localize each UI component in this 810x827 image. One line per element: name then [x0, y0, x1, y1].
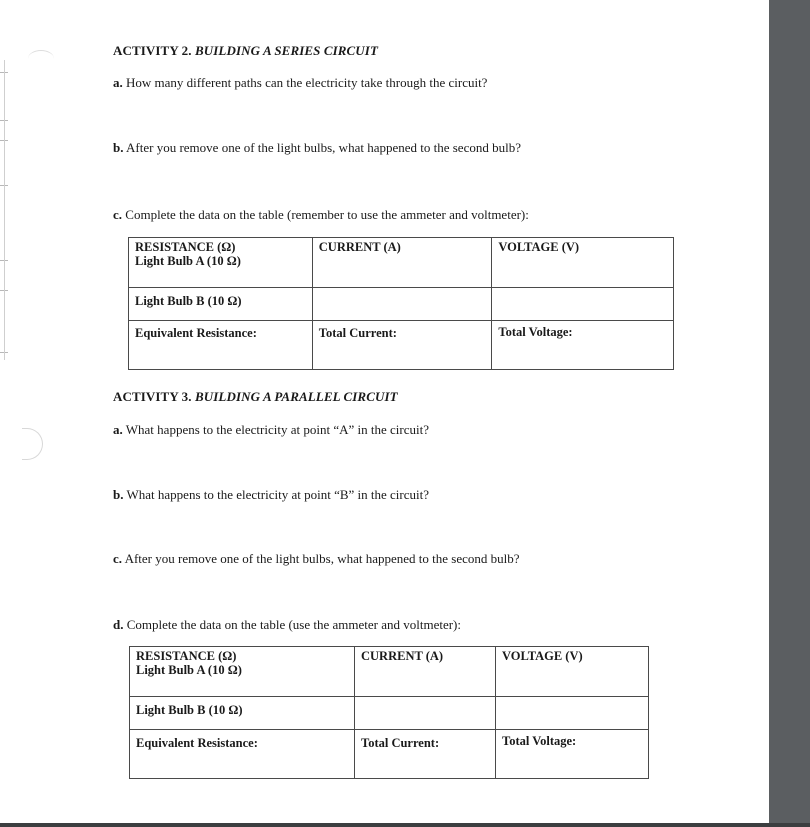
margin-line	[4, 60, 5, 360]
table-cell	[312, 238, 492, 288]
table-row	[129, 238, 674, 288]
activity3-question-c	[113, 551, 520, 567]
question-text: What happens to the electricity at point “B” in the circuit?	[126, 487, 429, 502]
question-text: Complete the data on the table (remember to use the ammeter and voltmeter):	[125, 207, 529, 222]
question-letter: a.	[113, 75, 123, 90]
activity2-question-a	[113, 75, 487, 91]
table-row	[130, 697, 649, 730]
table-cell	[496, 647, 649, 697]
question-letter: b.	[113, 140, 124, 155]
table-cell	[129, 238, 313, 288]
viewer-bottom-edge	[0, 823, 810, 827]
table-cell-current-b	[312, 288, 492, 321]
question-letter: d.	[113, 617, 124, 632]
question-letter: b.	[113, 487, 124, 502]
question-letter: c.	[113, 551, 123, 566]
row-label-bulb-b: Light Bulb B (10 Ω)	[129, 288, 313, 321]
column-header-resistance: RESISTANCE (Ω)	[135, 240, 236, 254]
row-label-bulb-b: Light Bulb B (10 Ω)	[130, 697, 355, 730]
table-cell	[130, 647, 355, 697]
question-letter: c.	[113, 207, 123, 222]
column-header-resistance: RESISTANCE (Ω)	[136, 649, 237, 663]
activity2-heading	[113, 43, 378, 59]
activity3-question-d	[113, 617, 461, 633]
scan-arc-mark	[28, 50, 54, 67]
question-text: After you remove one of the light bulbs, what happened to the second bulb?	[126, 140, 521, 155]
equivalent-resistance-label: Equivalent Resistance:	[130, 730, 355, 779]
question-text: After you remove one of the light bulbs, what happened to the second bulb?	[124, 551, 520, 566]
activity3-number: ACTIVITY 3.	[113, 389, 192, 404]
table-cell-current-b	[355, 697, 496, 730]
total-voltage-label: Total Voltage:	[492, 321, 674, 370]
activity2-title: BUILDING A SERIES CIRCUIT	[195, 43, 378, 58]
table-row	[129, 288, 674, 321]
question-text: How many different paths can the electricity take through the circuit?	[126, 75, 488, 90]
activity3-title: BUILDING A PARALLEL CIRCUIT	[195, 389, 398, 404]
row-label-bulb-a: Light Bulb A (10 Ω)	[136, 663, 242, 677]
table-row	[129, 321, 674, 370]
question-text: What happens to the electricity at point “A” in the circuit?	[125, 422, 429, 437]
column-header-current: CURRENT (A)	[318, 240, 401, 254]
column-header-current: CURRENT (A)	[361, 649, 444, 663]
column-header-voltage: VOLTAGE (V)	[502, 649, 583, 663]
table-cell-voltage-b	[496, 697, 649, 730]
total-current-label: Total Current:	[355, 730, 496, 779]
table-cell-voltage-b	[492, 288, 674, 321]
row-label-bulb-a: Light Bulb A (10 Ω)	[135, 254, 241, 268]
column-header-voltage: VOLTAGE (V)	[498, 240, 580, 254]
question-text: Complete the data on the table (use the ammeter and voltmeter):	[126, 617, 462, 632]
total-voltage-label: Total Voltage:	[496, 730, 649, 779]
series-circuit-table	[128, 237, 674, 370]
activity3-heading	[113, 389, 398, 405]
table-cell	[492, 238, 674, 288]
activity2-question-c	[113, 207, 529, 223]
table-cell	[355, 647, 496, 697]
activity2-number: ACTIVITY 2.	[113, 43, 192, 58]
activity2-question-b	[113, 140, 521, 156]
table-row	[130, 730, 649, 779]
activity3-question-b	[113, 487, 429, 503]
parallel-circuit-table	[129, 646, 649, 779]
activity3-question-a	[113, 422, 429, 438]
table-row	[130, 647, 649, 697]
question-letter: a.	[113, 422, 123, 437]
equivalent-resistance-label: Equivalent Resistance:	[129, 321, 313, 370]
total-current-label: Total Current:	[312, 321, 492, 370]
punch-hole-mark	[22, 428, 43, 460]
